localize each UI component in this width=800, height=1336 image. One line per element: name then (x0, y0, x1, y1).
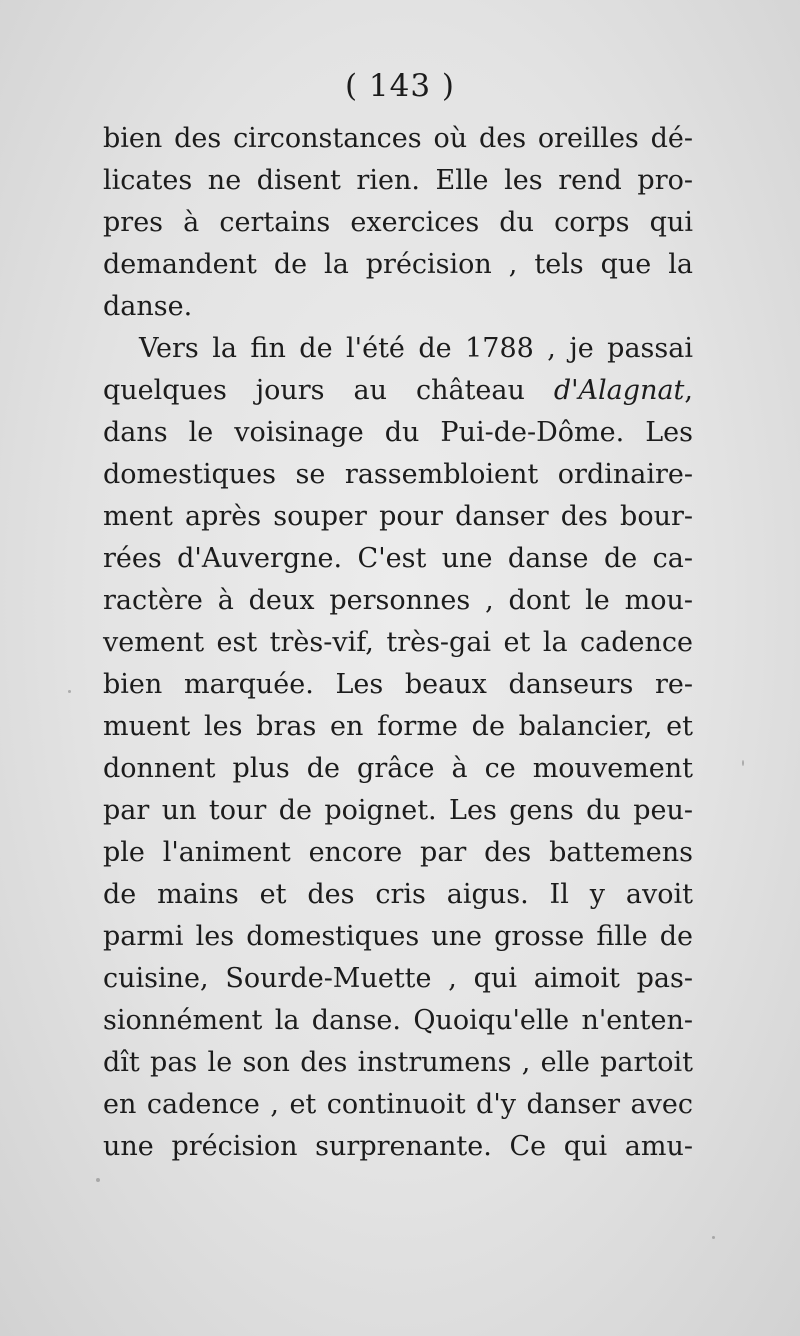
text-line (103, 118, 693, 160)
text-line (103, 706, 693, 748)
text-line (103, 748, 693, 790)
text-segment: muent les bras en forme de balancier, et (103, 711, 693, 742)
text-line (103, 664, 693, 706)
text-segment: dît pas le son des instrumens , elle partoit (103, 1047, 693, 1078)
text-line (103, 622, 693, 664)
text-line (103, 1084, 693, 1126)
text-line (103, 790, 693, 832)
text-segment: ple l'animent encore par des battemens (103, 837, 693, 868)
text-segment: bien marquée. Les beaux danseurs re- (103, 669, 693, 700)
paper-speck (96, 1178, 100, 1182)
text-line (103, 328, 693, 370)
text-segment: rées d'Auvergne. C'est une danse de ca- (103, 543, 693, 574)
text-segment: sionnément la danse. Quoiqu'elle n'enten- (103, 1005, 693, 1036)
text-segment: dans le voisinage du Pui-de-Dôme. Les (103, 417, 693, 448)
text-line (103, 496, 693, 538)
text-segment: pres à certains exercices du corps qui (103, 207, 693, 238)
body-text (103, 118, 693, 1168)
italic-place-name: d'Alagnat (553, 375, 685, 406)
text-segment: domestiques se rassembloient ordinaire- (103, 459, 693, 490)
paper-speck (712, 1236, 715, 1239)
text-line (103, 412, 693, 454)
text-segment: ment après souper pour danser des bour- (103, 501, 693, 532)
text-segment: cuisine, Sourde-Muette , qui aimoit pas- (103, 963, 693, 994)
text-line (103, 958, 693, 1000)
text-segment: licates ne disent rien. Elle les rend pro- (103, 165, 693, 196)
paper-speck (68, 690, 71, 693)
page-number: ( 143 ) (344, 68, 456, 104)
text-line (103, 286, 693, 328)
text-segment: parmi les domestiques une grosse fille de (103, 921, 693, 952)
paper-speck (742, 760, 744, 766)
text-line (103, 202, 693, 244)
text-line (103, 1000, 693, 1042)
text-line (103, 1042, 693, 1084)
text-line (103, 244, 693, 286)
text-segment: une précision surprenante. Ce qui amu- (103, 1131, 693, 1162)
text-line (103, 370, 693, 412)
text-line (103, 874, 693, 916)
text-segment: donnent plus de grâce à ce mouvement (103, 753, 693, 784)
text-line (103, 538, 693, 580)
text-segment: , (684, 375, 693, 406)
text-segment: Vers la fin de l'été de 1788 , je passai (139, 333, 693, 364)
text-segment: vement est très-vif, très-gai et la cadence (103, 627, 693, 658)
text-line (103, 580, 693, 622)
text-line (103, 832, 693, 874)
text-segment: quelques jours au château (103, 375, 554, 406)
text-line (103, 160, 693, 202)
text-segment: en cadence , et continuoit d'y danser avec (103, 1089, 693, 1120)
text-segment: de mains et des cris aigus. Il y avoit (103, 879, 693, 910)
text-line (103, 916, 693, 958)
text-segment: demandent de la précision , tels que la (103, 249, 693, 280)
text-segment: danse. (103, 291, 193, 322)
text-segment: ractère à deux personnes , dont le mou- (103, 585, 693, 616)
text-line (103, 454, 693, 496)
text-segment: bien des circonstances où des oreilles dé- (103, 123, 693, 154)
text-segment: par un tour de poignet. Les gens du peu- (103, 795, 693, 826)
text-line (103, 1126, 693, 1168)
